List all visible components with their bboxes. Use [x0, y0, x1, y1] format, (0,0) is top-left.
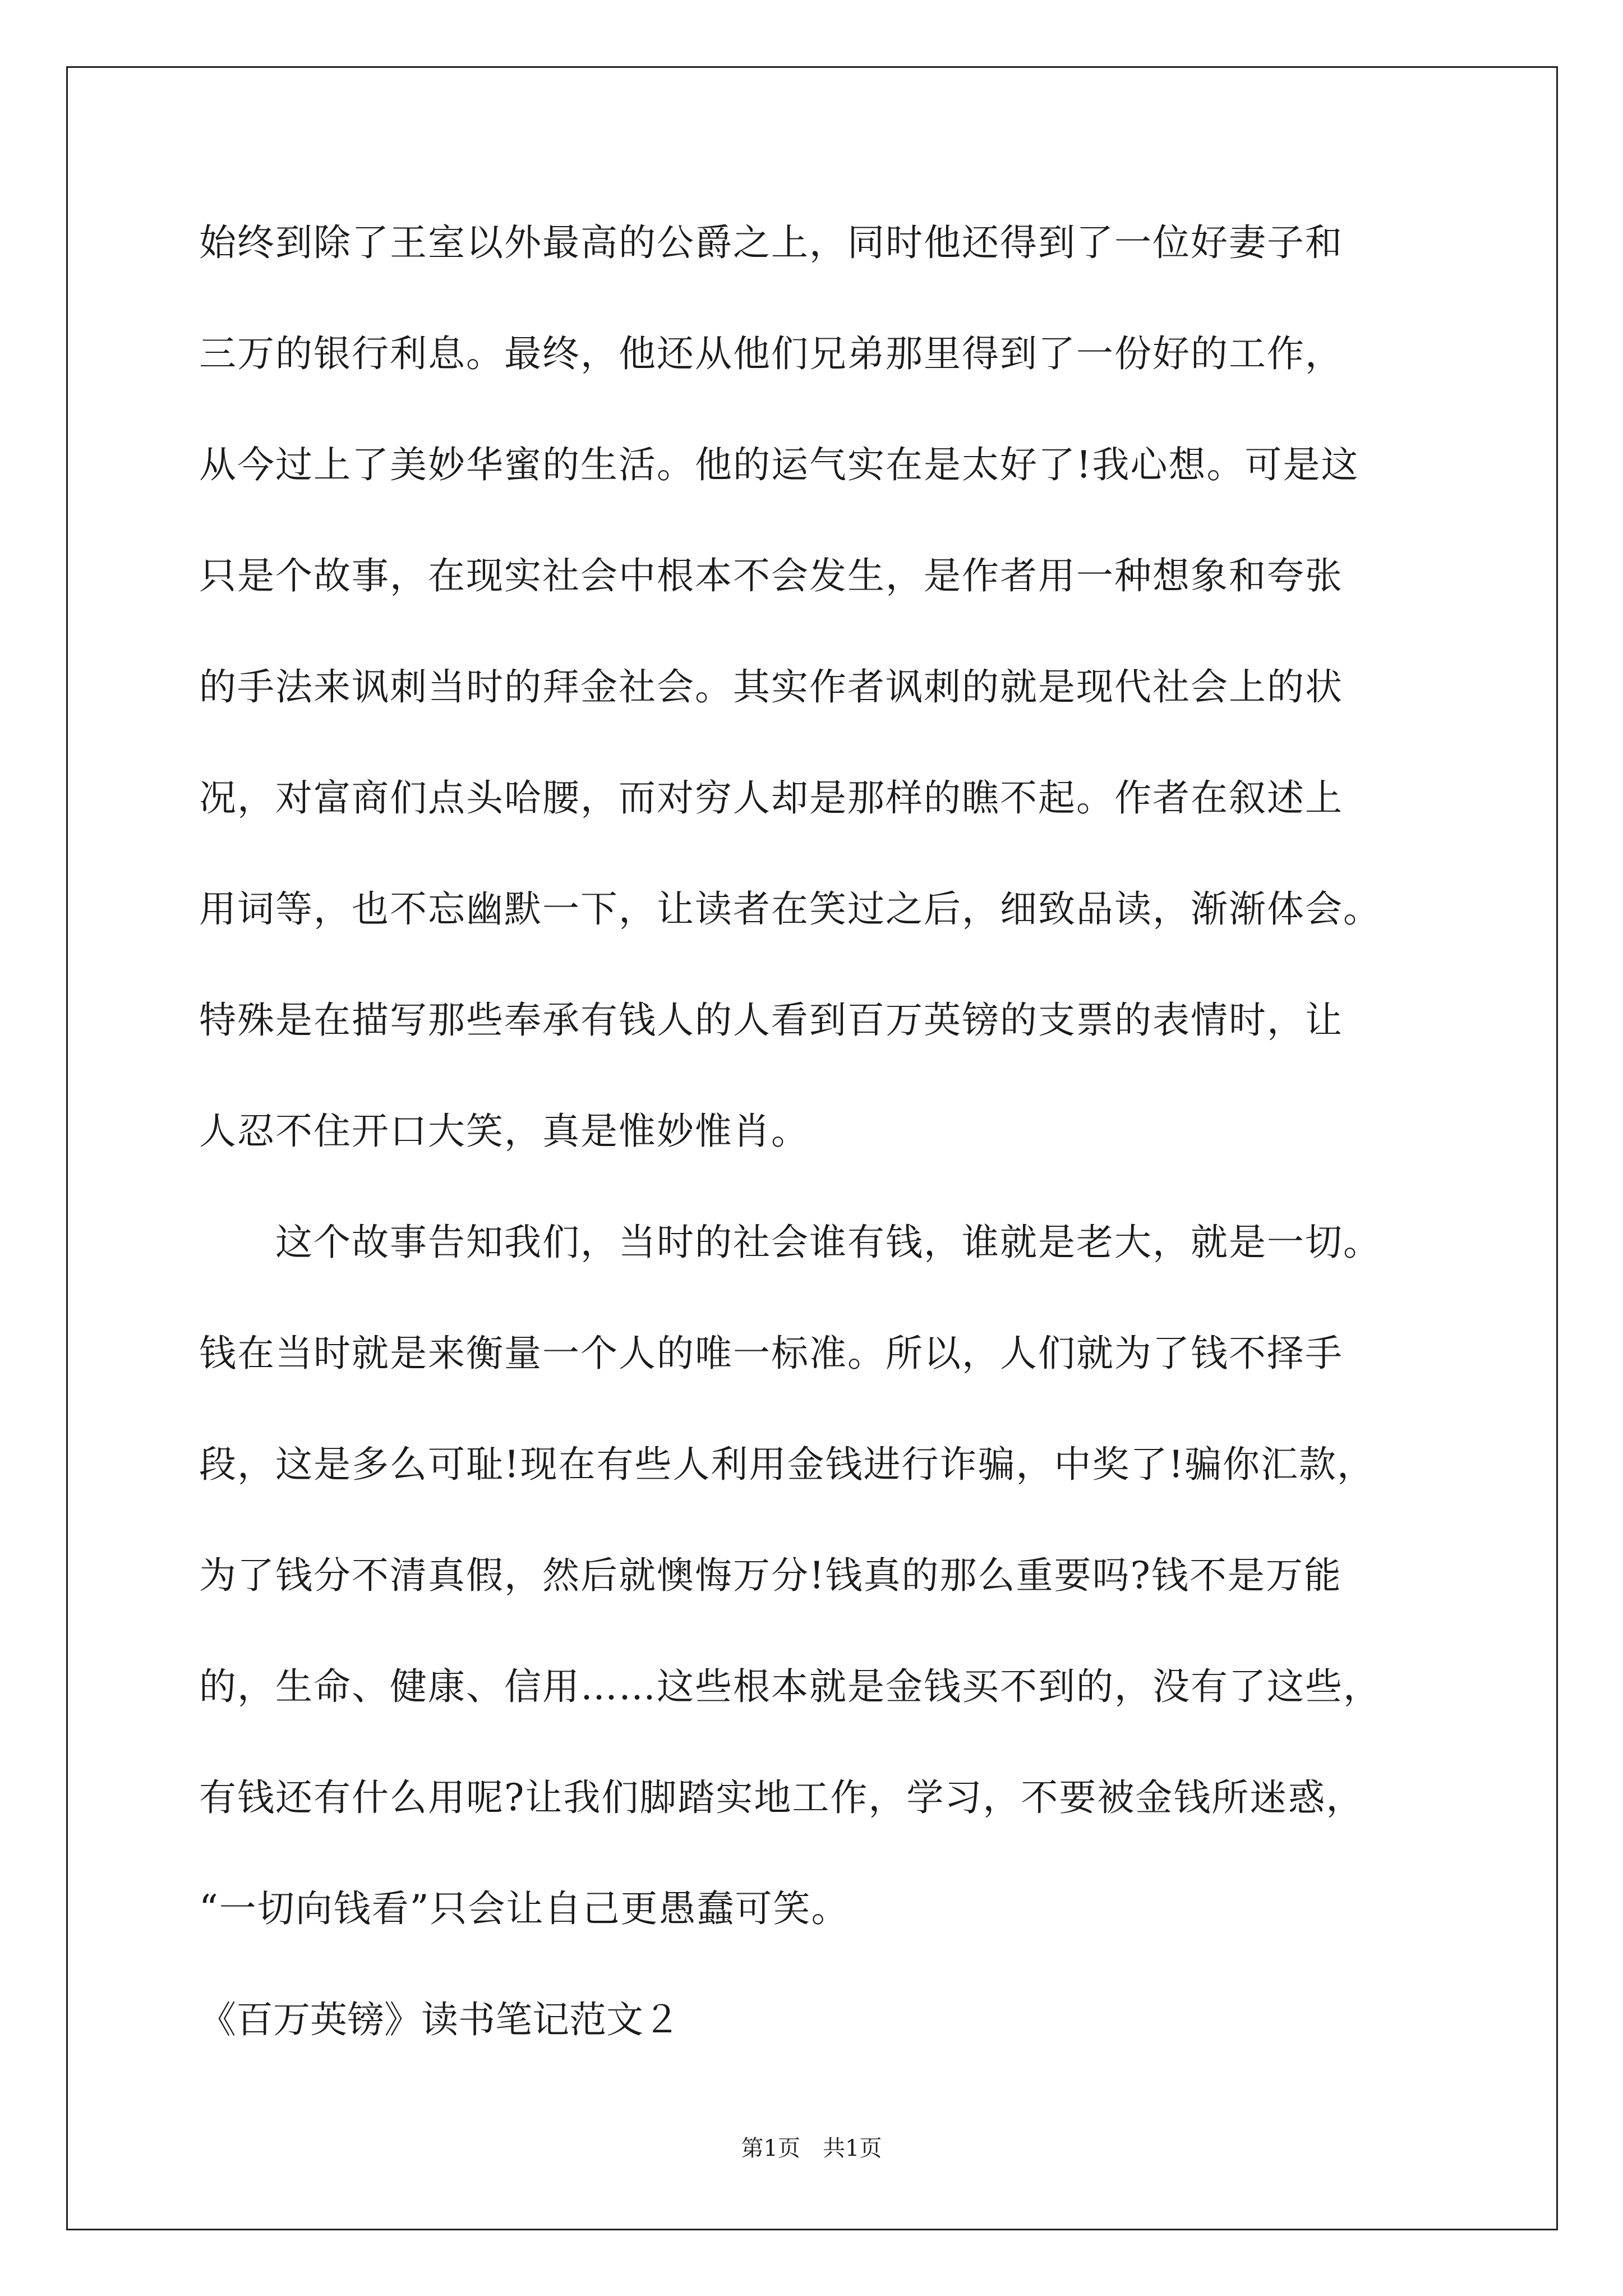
page-footer: 第1页 共1页 [741, 2136, 882, 2161]
text-line: 这个故事告知我们，当时的社会谁有钱，谁就是老大，就是一切。 [199, 1221, 1381, 1264]
text-line: 为了钱分不清真假，然后就懊悔万分!钱真的那么重要吗?钱不是万能 [199, 1554, 1342, 1597]
text-line: 有钱还有什么用呢?让我们脚踏实地工作，学习，不要被金钱所迷惑， [199, 1776, 1364, 1819]
text-line: 的，生命、健康、信用……这些根本就是金钱买不到的，没有了这些， [199, 1665, 1381, 1708]
text-line: 况，对富商们点头哈腰，而对穷人却是那样的瞧不起。作者在叙述上 [199, 776, 1343, 820]
section-heading: 《百万英镑》读书笔记范文２ [199, 1998, 680, 2041]
text-line: 人忍不住开口大笑，真是惟妙惟肖。 [199, 1110, 809, 1153]
text-line: 钱在当时就是来衡量一个人的唯一标准。所以，人们就为了钱不择手 [199, 1332, 1343, 1375]
text-line: 的手法来讽刺当时的拜金社会。其实作者讽刺的就是现代社会上的状 [199, 665, 1343, 708]
text-line: 特殊是在描写那些奉承有钱人的人看到百万英镑的支票的表情时，让 [199, 999, 1343, 1042]
document-body [199, 221, 1478, 2041]
text-line: 只是个故事，在现实社会中根本不会发生，是作者用一种想象和夸张 [199, 554, 1343, 597]
text-line: 始终到除了王室以外最高的公爵之上，同时他还得到了一位好妻子和 [199, 221, 1343, 264]
text-line: 用词等，也不忘幽默一下，让读者在笑过之后，细致品读，渐渐体会。 [199, 887, 1381, 931]
text-line: “一切向钱看”只会让自己更愚蠢可笑。 [199, 1887, 850, 1930]
text-line: 段，这是多么可耻!现在有些人利用金钱进行诈骗，中奖了!骗你汇款， [199, 1443, 1376, 1486]
text-line: 三万的银行利息。最终，他还从他们兄弟那里得到了一份好的工作， [199, 332, 1343, 375]
text-line: 从今过上了美妙华蜜的生活。他的运气实在是太好了!我心想。可是这 [199, 443, 1359, 486]
